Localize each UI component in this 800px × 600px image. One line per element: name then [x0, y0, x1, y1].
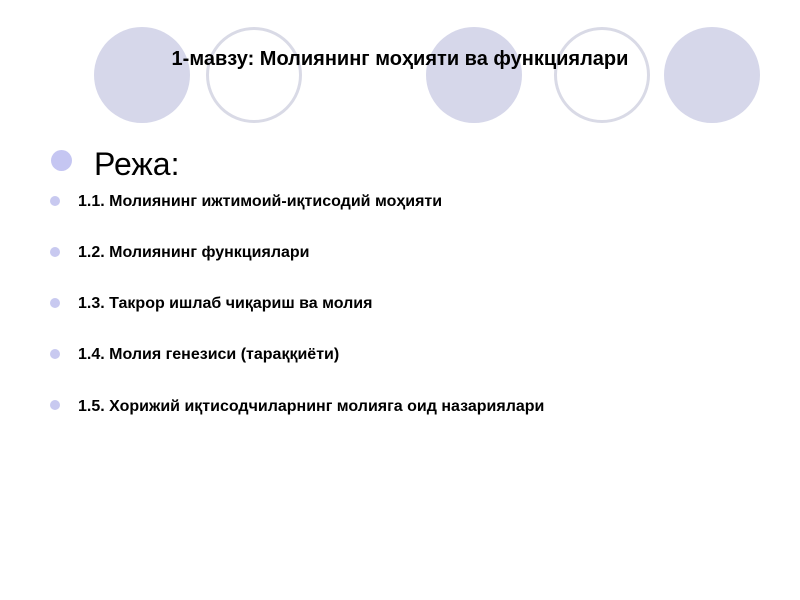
- bullet-dot-icon: [51, 150, 72, 171]
- list-item-label: 1.3. Такрор ишлаб чиқариш ва молия: [78, 295, 373, 312]
- list-item-label: 1.1. Молиянинг ижтимоий-иқтисодий моҳияти: [78, 193, 443, 210]
- plan-heading: Режа:: [94, 146, 180, 182]
- bullet-dot-icon: [50, 349, 60, 359]
- slide-title: 1-мавзу: Молиянинг моҳияти ва функциялари: [171, 48, 629, 70]
- bullet-dot-icon: [50, 247, 60, 257]
- list-item-label: 1.2. Молиянинг функциялари: [78, 244, 310, 261]
- bullet-dot-icon: [50, 196, 60, 206]
- bullet-dot-icon: [50, 298, 60, 308]
- bullet-dot-icon: [50, 400, 60, 410]
- decorative-circle-filled: [94, 27, 190, 123]
- decorative-circle-outline: [554, 27, 650, 123]
- decorative-circle-filled: [426, 27, 522, 123]
- list-item-label: 1.4. Молия генезиси (тараққиёти): [78, 346, 340, 363]
- decorative-circle-filled: [664, 27, 760, 123]
- decorative-circle-outline: [206, 27, 302, 123]
- list-item-label: 1.5. Хорижий иқтисодчиларнинг молияга оид назариялари: [78, 398, 545, 415]
